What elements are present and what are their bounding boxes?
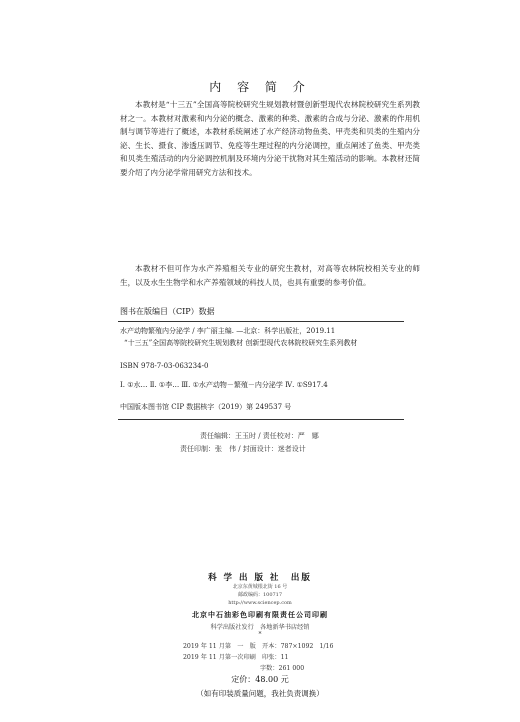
- edition-format-line: 2019 年 11 月第 一 版 开本：787×1092 1/16: [183, 643, 334, 650]
- publisher-name: 科 学 出 版 社 出版: [208, 573, 312, 583]
- cip-classification: Ⅰ. ①水… Ⅱ. ①李… Ⅲ. ①水产动物－繁殖－内分泌学 Ⅳ. ①S917.4: [120, 381, 328, 389]
- publisher-postcode: 邮政编码：100717: [237, 592, 283, 598]
- print-design-credits: 责任印制：张 伟 / 封面设计：迷者设计: [180, 445, 306, 453]
- price: 定价：48.00 元: [231, 675, 289, 684]
- printer-name: 北京中石油彩色印刷有限责任公司印刷: [192, 610, 328, 619]
- separator-star: *: [258, 631, 262, 638]
- intro-paragraph-2: 本教材不但可作为水产养殖相关专业的研究生教材，对高等农林院校相关专业的师生，以及水生生物学和水产养殖领域的科技人员，也具有重要的参考价值。: [120, 264, 420, 287]
- cip-series-line: “十三五”全国高等院校研究生规划教材 创新型现代农林院校研究生系列教材: [124, 339, 358, 347]
- word-count: 字数：261 000: [260, 665, 305, 672]
- editor-credits: 责任编辑：王玉时 / 责任校对：严 娜: [200, 432, 319, 440]
- cip-bottom-rule: [118, 419, 404, 420]
- cip-heading: 图书在版编目（CIP）数据: [120, 307, 215, 316]
- cip-isbn: ISBN 978-7-03-063234-0: [120, 362, 209, 370]
- cip-data-number: 中国版本图书馆 CIP 数据核字（2019）第 249537 号: [120, 403, 292, 411]
- cip-title-line: 水产动物繁殖内分泌学 / 李广丽主编. —北京：科学出版社，2019.11: [120, 327, 336, 335]
- publisher-address: 北京东黄城根北街 16 号: [232, 584, 288, 590]
- intro-paragraph-1: 本教材是“十三五”全国高等院校研究生规划教材暨创新型现代农林院校研究生系列教材之一。本教材对激素和内分泌的概念、激素的种类、激素的合成与分泌、激素的作用机制与调节等进行了概述，本教材系统阐述了水产经济动物鱼类、甲壳类和贝类的生殖内分泌、生长、摄食、渗透压调节、免疫等生理过程的内分泌调控，重点阐述了鱼类、甲壳类和贝类生殖活动的内分泌调控机制及环境内分泌干扰物对其生殖活动的影响。本教材还简要介绍了内分泌学常用研究方法和技术。: [120, 100, 420, 177]
- printing-line: 2019 年 11 月第一次印刷 印张：11: [183, 654, 289, 661]
- publisher-website: http://www.sciencep.com: [228, 600, 292, 606]
- quality-note: （如有印装质量问题，我社负责调换）: [196, 689, 324, 698]
- cip-top-rule: [118, 321, 404, 322]
- distributor-line: 科学出版社发行 各地新华书店经销: [210, 624, 310, 631]
- page-title: 内 容 简 介: [209, 80, 311, 94]
